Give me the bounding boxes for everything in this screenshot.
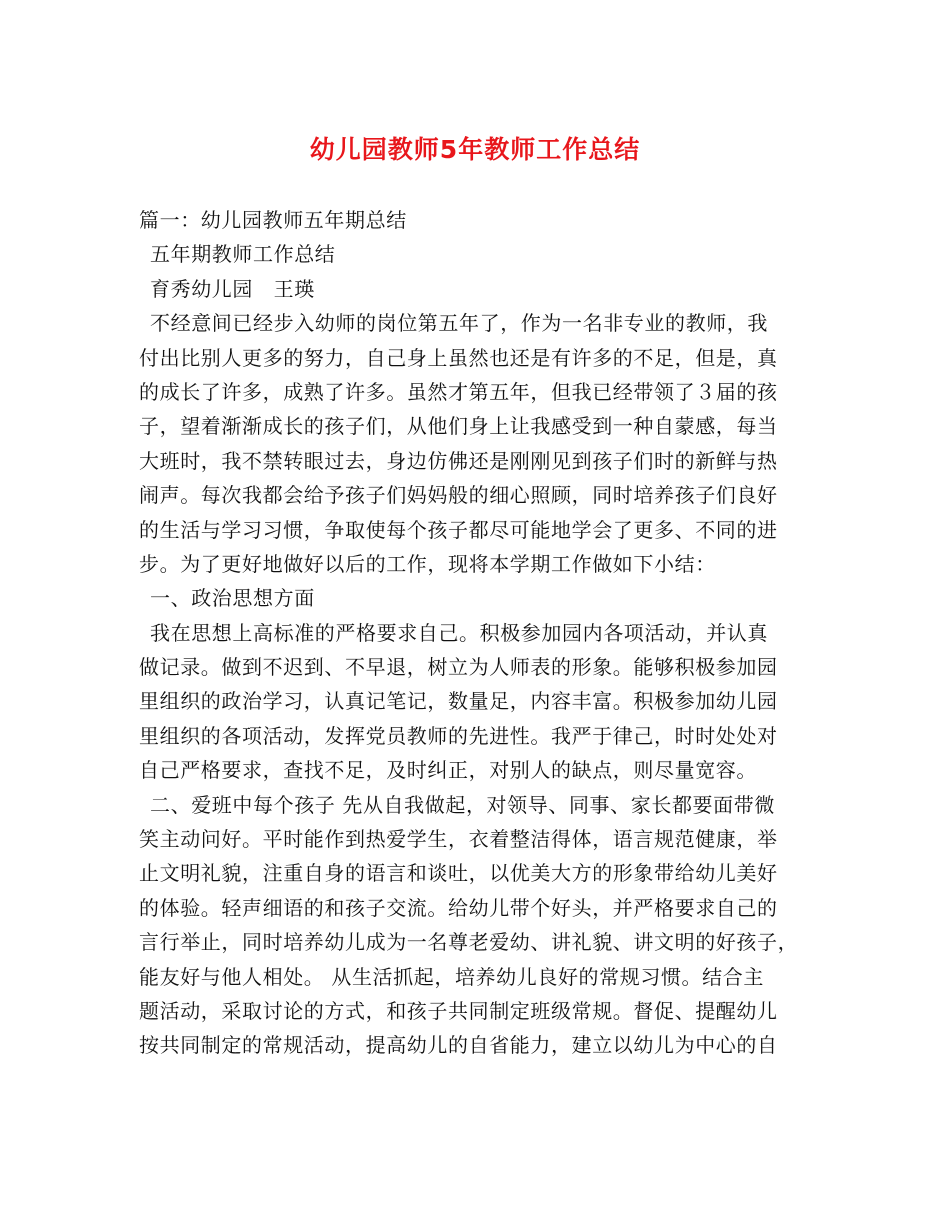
text-line: 笑主动问好。平时能作到热爱学生，衣着整洁得体，语言规范健康，举	[139, 827, 778, 852]
text-line: 能友好与他人相处。 从生活抓起，培养幼儿良好的常规习惯。结合主	[139, 964, 764, 989]
text-line: 做记录。做到不迟到、不早退，树立为人师表的形象。能够积极参加园	[139, 655, 778, 680]
text-line: 题活动，采取讨论的方式，和孩子共同制定班级常规。督促、提醒幼儿	[139, 998, 778, 1023]
text-line: 里组织的各项活动，发挥党员教师的先进性。我严于律己，时时处处对	[139, 723, 778, 748]
text-line: 育秀幼儿园 王瑛	[150, 276, 315, 301]
text-line: 一、政治思想方面	[150, 586, 315, 611]
text-line: 自己严格要求，查找不足，及时纠正，对别人的缺点，则尽量宽容。	[139, 758, 757, 783]
text-line: 不经意间已经步入幼师的岗位第五年了，作为一名非专业的教师，我	[150, 311, 768, 336]
text-line: 篇一：幼儿园教师五年期总结	[139, 208, 407, 232]
text-line: 付出比别人更多的努力，自己身上虽然也还是有许多的不足，但是，真	[139, 345, 778, 370]
text-line: 二、爱班中每个孩子 先从自我做起，对领导、同事、家长都要面带微	[150, 792, 775, 817]
text-line: 五年期教师工作总结	[150, 242, 336, 267]
text-line: 的生活与学习习惯，争取使每个孩子都尽可能地学会了更多、不同的进	[139, 517, 778, 542]
text-line: 的体验。轻声细语的和孩子交流。给幼儿带个好头，并严格要求自己的	[139, 895, 778, 920]
text-line: 里组织的政治学习，认真记笔记，数量足，内容丰富。积极参加幼儿园	[139, 689, 778, 714]
text-line: 按共同制定的常规活动，提高幼儿的自省能力，建立以幼儿为中心的自	[139, 1033, 778, 1058]
document-title: 幼儿园教师5年教师工作总结	[309, 135, 641, 164]
text-line: 步。为了更好地做好以后的工作，现将本学期工作做如下小结：	[139, 551, 716, 576]
text-line: 大班时，我不禁转眼过去，身边仿佛还是刚刚见到孩子们时的新鲜与热	[139, 448, 778, 473]
text-line: 止文明礼貌，注重自身的语言和谈吐，以优美大方的形象带给幼儿美好	[139, 861, 778, 886]
text-line: 子，望着渐渐成长的孩子们，从他们身上让我感受到一种自蒙感，每当	[139, 414, 778, 439]
text-line: 闹声。每次我都会给予孩子们妈妈般的细心照顾，同时培养孩子们良好	[139, 483, 778, 508]
document-body	[139, 203, 819, 1063]
text-line: 的成长了许多，成熟了许多。虽然才第五年，但我已经带领了３届的孩	[139, 379, 778, 404]
text-line: 我在思想上高标准的严格要求自己。积极参加园内各项活动，并认真	[150, 620, 768, 645]
text-line: 言行举止，同时培养幼儿成为一名尊老爱幼、讲礼貌、讲文明的好孩子，	[139, 930, 799, 955]
